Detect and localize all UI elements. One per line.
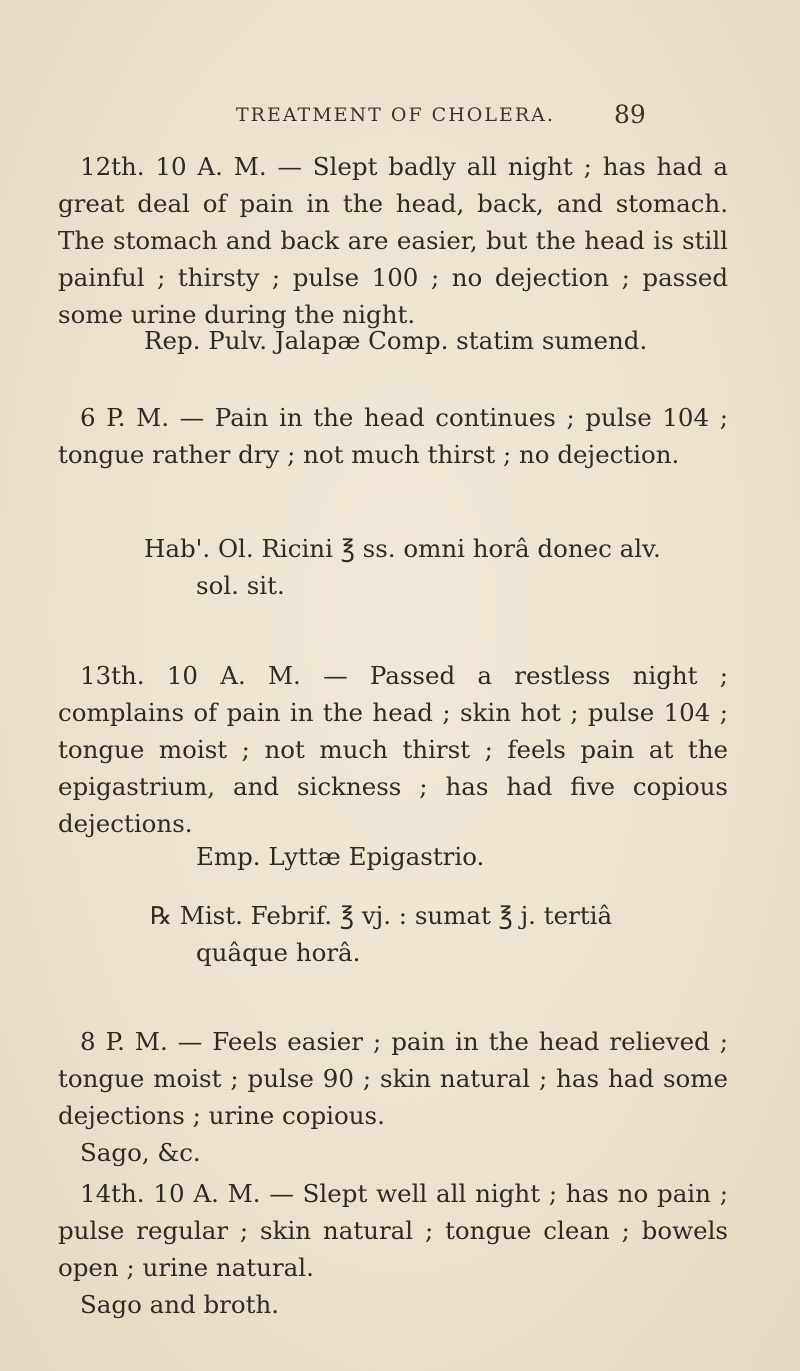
- running-title: TREATMENT OF CHOLERA.: [236, 104, 555, 126]
- entry-12th-morning: [58, 148, 728, 333]
- diet-sago-broth: Sago and broth.: [80, 1290, 280, 1319]
- prescription-blister: Emp. Lyttæ Epigastrio.: [196, 842, 485, 871]
- entry-13th-morning-text: 13th. 10 A. M. — Passed a restless night ; complains of pain in the head ; skin hot ; pulse 104 ; tongue moist ; not much thirst ; feels pain at the epigastrium, and sickness ; has had five copious dejections.: [58, 661, 728, 838]
- entry-14th: [58, 1175, 728, 1286]
- prescription-castor-oil-line2: sol. sit.: [196, 571, 285, 600]
- diet-sago: Sago, &c.: [80, 1138, 201, 1167]
- entry-14th-text: 14th. 10 A. M. — Slept well all night ; has no pain ; pulse regular ; skin natural ; tongue clean ; bowels open ; urine natural.: [58, 1179, 728, 1282]
- entry-13th-evening-text: 8 P. M. — Feels easier ; pain in the head relieved ; tongue moist ; pulse 90 ; skin natural ; has had some dejections ; urine copious.: [58, 1027, 728, 1130]
- page-number: 89: [614, 100, 646, 129]
- page-header: [0, 100, 800, 144]
- prescription-castor-oil-line1: Hab'. Ol. Ricini ℥ ss. omni horâ donec alv.: [144, 534, 661, 563]
- entry-13th-evening: [58, 1023, 728, 1134]
- entry-13th-morning: [58, 657, 728, 842]
- prescription-jalap: Rep. Pulv. Jalapæ Comp. statim sumend.: [144, 326, 648, 355]
- entry-12th-morning-text: 12th. 10 A. M. — Slept badly all night ; has had a great deal of pain in the head, back, and stomach. The stomach and back are easier, but the head is still painful ; thirsty ; pulse 100 ; no dejection ; passed some urine during the night.: [58, 152, 728, 329]
- entry-12th-evening-text: 6 P. M. — Pain in the head continues ; pulse 104 ; tongue rather dry ; not much thirst ; no dejection.: [58, 403, 728, 469]
- prescription-febrifuge-line2: quâque horâ.: [196, 938, 361, 967]
- entry-12th-evening: [58, 399, 728, 473]
- prescription-febrifuge-line1: ℞ Mist. Febrif. ℥ vj. : sumat ℥ j. tertiâ: [150, 901, 613, 930]
